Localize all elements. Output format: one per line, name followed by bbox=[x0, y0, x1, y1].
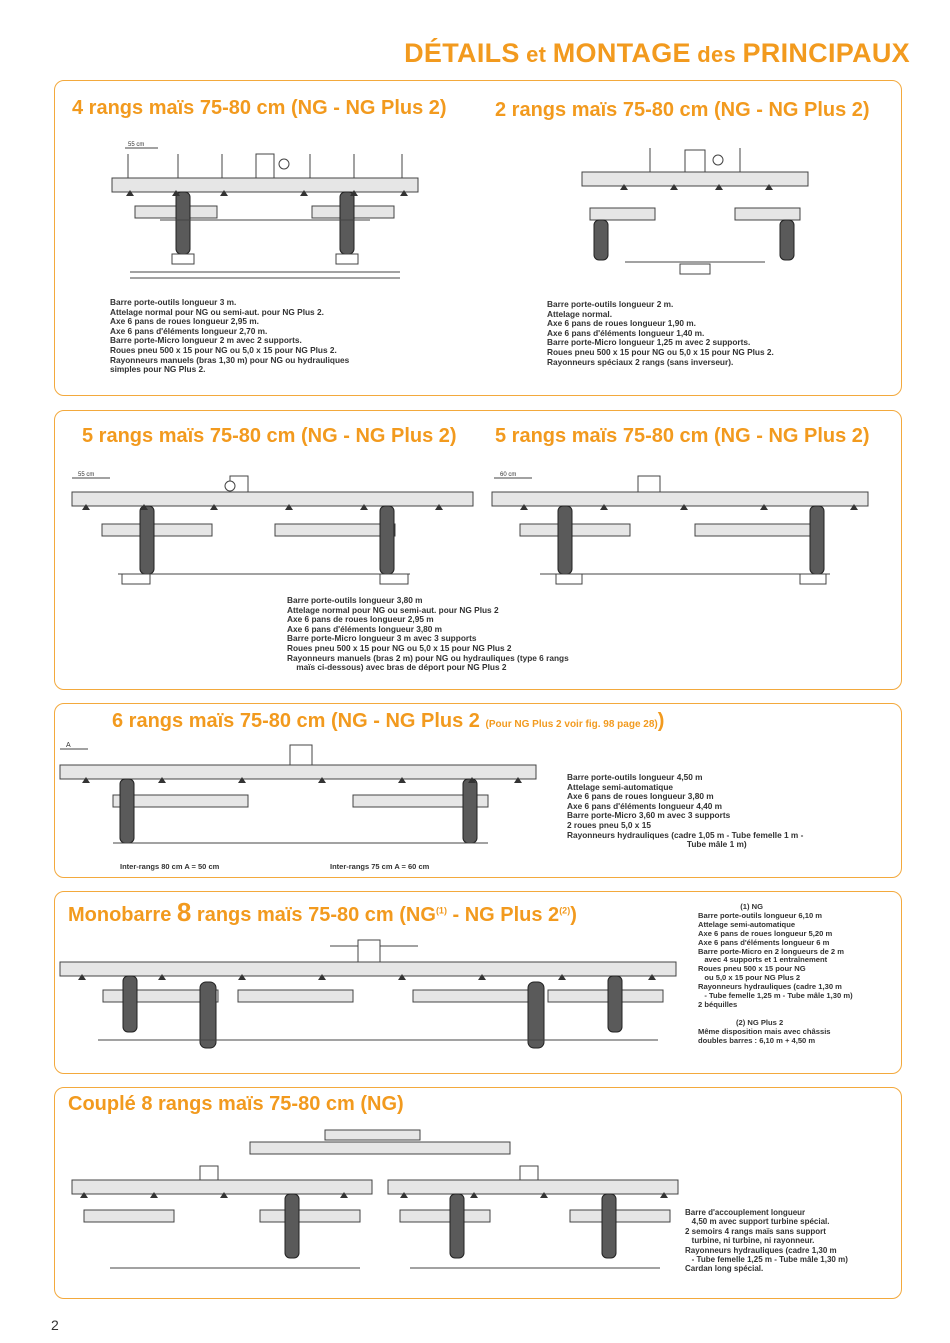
diagram-4-rangs bbox=[110, 140, 420, 290]
heading-4-rangs: 4 rangs maïs 75-80 cm (NG - NG Plus 2) bbox=[72, 97, 447, 119]
spec-4-rangs: Barre porte-outils longueur 3 m. Attelage normal pour NG ou semi-aut. pour NG Plus 2. Axe 6 pans de roues longueur 2,95 m. Axe 6 pans d'éléments longueur 2,70 m. Barre porte-Micro longueur 2 m avec 2 supports. Roues pneu 500 x 15 pour NG ou 5,0 x 15 pour NG Plus 2. Rayonneurs manuels (bras 1,30 m) pour NG ou hydrauliques simples pour NG Plus 2. bbox=[110, 297, 350, 375]
dim-label-55cm: 55 cm bbox=[128, 142, 145, 148]
diagram-5-rangs-right bbox=[490, 462, 870, 587]
diagram-monobarre-8-rangs bbox=[58, 932, 678, 1062]
spec-2-rangs: Barre porte-outils longueur 2 m. Attelage normal. Axe 6 pans de roues longueur 1,90 m. Axe 6 pans d'éléments longueur 1,40 m. Barre porte-Micro longueur 1,25 m avec 2 supports. Roues pneu 500 x 15 pour NG ou 5,0 x 15 pour NG Plus 2. Rayonneurs spéciaux 2 rangs (sans inverseur). bbox=[547, 299, 774, 367]
spec-5-rangs: Barre porte-outils longueur 3,80 m Attelage normal pour NG ou semi-aut. pour NG Plus 2 Axe 6 pans de roues longueur 2,95 m Axe 6 pans d'éléments longueur 3,80 m Barre porte-Micro longueur 3 m avec 3 supports Roues pneu 500 x 15 pour NG ou 5,0 x 15 pour NG Plus 2 Rayonneurs manuels (bras 2 m) pour NG ou hydrauliques (type 6 rangs maïs ci-dessous) avec bras de déport pour NG Plus 2 bbox=[287, 595, 569, 673]
dim-label-A: A bbox=[66, 742, 71, 749]
diagram-couple-8-rangs bbox=[70, 1128, 680, 1278]
dim-label-55cm-5r: 55 cm bbox=[78, 472, 95, 478]
heading-couple-8-rangs: Couplé 8 rangs maïs 75-80 cm (NG) bbox=[68, 1093, 404, 1115]
heading-2-rangs: 2 rangs maïs 75-80 cm (NG - NG Plus 2) bbox=[495, 99, 870, 121]
diagram-5-rangs-left bbox=[70, 462, 475, 587]
heading-monobarre-8-rangs: Monobarre 8 rangs maïs 75-80 cm (NG$^{(1)}$ - NG Plus 2$^{(2)}$) bbox=[68, 897, 577, 927]
caption-inter-rangs-75: Inter-rangs 75 cm A = 60 cm bbox=[330, 862, 430, 871]
page-number: 2 bbox=[51, 1317, 59, 1333]
diagram-2-rangs bbox=[580, 140, 810, 280]
spec-6-rangs: Barre porte-outils longueur 4,50 m Attelage semi-automatique Axe 6 pans de roues longueur 3,80 m Axe 6 pans d'éléments longueur 4,40 m Barre porte-Micro 3,60 m avec 3 supports 2 roues pneu 5,0 x 15 Rayonneurs hydrauliques (cadre 1,05 m - Tube femelle 1 m - Tube mâle 1 m) bbox=[567, 772, 804, 850]
heading-6-rangs: 6 rangs maïs 75-80 cm (NG - NG Plus 2 (Pour NG Plus 2 voir fig. 98 page 28)) bbox=[112, 710, 665, 732]
caption-inter-rangs-80: Inter-rangs 80 cm A = 50 cm bbox=[120, 862, 220, 871]
heading-5-rangs-right: 5 rangs maïs 75-80 cm (NG - NG Plus 2) bbox=[495, 425, 870, 447]
diagram-6-rangs bbox=[58, 735, 538, 860]
spec-couple-8-rangs: Barre d'accouplement longueur 4,50 m avec support turbine spécial. 2 semoirs 4 rangs maïs sans support turbine, ni turbine, ni rayonneur. Rayonneurs hydrauliques (cadre 1,30 m - Tube femelle 1,25 m - Tube mâle 1,30 m) Cardan long spécial. bbox=[685, 1208, 848, 1274]
heading-5-rangs-left: 5 rangs maïs 75-80 cm (NG - NG Plus 2) bbox=[82, 425, 457, 447]
dim-label-60cm-5r: 60 cm bbox=[500, 472, 517, 478]
spec-monobarre-8-rangs: (1) NG Barre porte-outils longueur 6,10 m Attelage semi-automatique Axe 6 pans de roues longueur 5,20 m Axe 6 pans d'éléments longueur 6 m Barre porte-Micro en 2 longueurs de 2 m avec 4 supports et 1 entraînement Roues pneu 500 x 15 pour NG ou 5,0 x 15 pour NG Plus 2 Rayonneurs hydrauliques (cadre 1,30 m - Tube femelle 1,25 m - Tube mâle 1,30 m) 2 béquilles (2) NG Plus 2 Même disposition mais avec châssis doubles barres : 6,10 m + 4,50 m bbox=[698, 902, 853, 1045]
page-title: DÉTAILS et MONTAGE des PRINCIPAUX bbox=[404, 38, 910, 68]
